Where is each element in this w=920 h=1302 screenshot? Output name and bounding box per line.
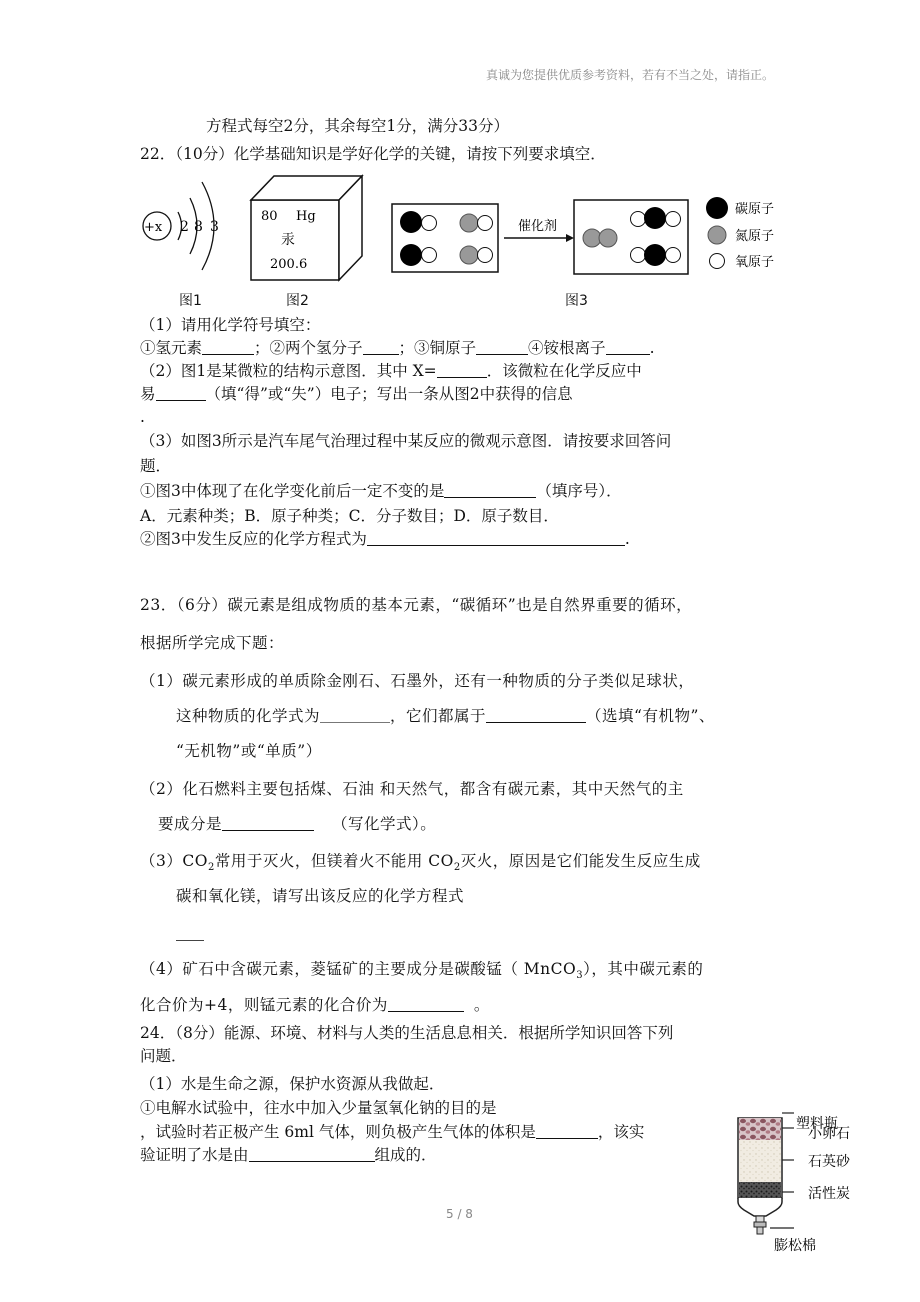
q24-part1-line1: ①电解水试验中，往水中加入少量氢氧化钠的目的是 [140, 1099, 497, 1117]
catalyst-label: 催化剂 [518, 219, 558, 234]
answer-blank[interactable] [222, 814, 314, 831]
atomic-number: 80 [261, 209, 278, 224]
q23-part3-line2: 碳和氧化镁，请写出该反应的化学方程式 [176, 887, 465, 905]
shell-3-count: 3 [210, 219, 219, 235]
products-box [574, 200, 688, 274]
question-22-title: 22．（10分）化学基础知识是学好化学的关键，请按下列要求填空． [140, 145, 606, 163]
figures-row [130, 168, 790, 310]
header-note: 真诚为您提供优质参考资料，若有不当之处，请指正。 [486, 68, 775, 82]
answer-blank[interactable] [320, 706, 390, 723]
legend-nitrogen: 氮原子 [735, 229, 775, 244]
pebble-layer [739, 1118, 781, 1140]
carbon-layer [739, 1182, 781, 1198]
q24-part1-line2: ，试验时若正极产生 6ml 气体，则负极产生气体的体积是 ，该实 [140, 1123, 645, 1141]
q22-part1-answers: ①氢元素 ；②两个氢分子 ；③铜原子 ④铵根离子 . [140, 339, 655, 357]
reaction-arrow [504, 218, 574, 242]
answer-blank[interactable] [444, 481, 536, 498]
q22-part1: （1）请用化学符号填空： [140, 316, 321, 334]
label-activated-carbon: 活性炭 [808, 1186, 850, 1202]
atomic-mass: 200.6 [270, 257, 308, 272]
answer-blank[interactable] [486, 706, 586, 723]
figure-1-caption: 图1 [179, 293, 202, 309]
answer-blank[interactable] [388, 995, 464, 1012]
shell-1-count: 2 [180, 219, 189, 235]
label-cotton: 膨松棉 [774, 1238, 816, 1254]
answer-blank[interactable] [249, 1145, 375, 1162]
answer-blank[interactable] [363, 338, 399, 355]
q24-part1: （1）水是生命之源，保护水资源从我做起． [140, 1075, 445, 1093]
q22-part2-line2: 易 （填“得”或“失”）电子；写出一条从图2中获得的信息 [140, 385, 573, 403]
page-number: 5 / 8 [446, 1207, 473, 1221]
q22-part2-line3: . [140, 408, 145, 426]
answer-blank[interactable] [156, 384, 206, 401]
label-pebbles: 小卵石 [808, 1126, 850, 1142]
water-filter-diagram [730, 1110, 920, 1260]
scoring-note: 方程式每空2分，其余每空1分，满分33分） [206, 117, 509, 135]
shell-2-count: 8 [194, 219, 203, 235]
q22-part3-line2: 题． [140, 457, 172, 475]
q22-part2-line1: （2）图1是某微粒的结构示意图．其中 X= ．该微粒在化学反应中 [140, 362, 642, 380]
question-24-title: 24．（8分）能源、环境、材料与人类的生活息息相关．根据所学知识回答下列 [140, 1024, 674, 1042]
q23-part4-line1: （4）矿石中含碳元素，菱锰矿的主要成分是碳酸锰（ MnCO$_3$），其中碳元素的 [140, 960, 704, 982]
q23-part2-line1: （2）化石燃料主要包括煤、石油 和天然气，都含有碳元素，其中天然气的主 [140, 780, 684, 798]
answer-blank[interactable] [367, 529, 625, 546]
figure-2-caption: 图2 [286, 293, 309, 309]
element-cube-diagram [251, 176, 362, 280]
q22-part3-line3: ①图3中体现了在化学变化前后一定不变的是 （填序号）． [140, 482, 622, 500]
q23-part1-line1: （1）碳元素形成的单质除金刚石、石墨外，还有一种物质的分子类似足球状， [140, 672, 695, 690]
answer-line[interactable] [176, 940, 204, 941]
label-bottle: 塑料瓶 [796, 1116, 838, 1132]
q22-part3-line1: （3）如图3所示是汽车尾气治理过程中某反应的微观示意图．请按要求回答问 [140, 432, 672, 450]
answer-blank[interactable] [536, 1122, 598, 1139]
label-quartz-sand: 石英砂 [808, 1154, 850, 1170]
nucleus-label: +x [144, 220, 163, 235]
figure-3-caption: 图3 [565, 293, 588, 309]
q22-part3-line5: ②图3中发生反应的化学方程式为 . [140, 530, 630, 548]
legend-oxygen: 氧原子 [735, 255, 775, 270]
question-23-sub: 根据所学完成下题： [140, 634, 285, 652]
q23-part2-line2: 要成分是 （写化学式）。 [158, 815, 437, 833]
question-24-sub: 问题． [140, 1047, 187, 1065]
answer-blank[interactable] [606, 338, 650, 355]
q24-part1-line3: 验证明了水是由 组成的． [140, 1146, 437, 1164]
question-23-title: 23．（6分）碳元素是组成物质的基本元素，“碳循环”也是自然界重要的循环， [140, 596, 693, 614]
sand-layer [739, 1140, 781, 1182]
q22-part3-options: A．元素种类；B．原子种类；C．分子数目；D．原子数目． [140, 507, 559, 525]
answer-blank[interactable] [202, 338, 254, 355]
atom-legend [706, 197, 774, 270]
q23-part1-line2: 这种物质的化学式为 ，它们都属于 （选填“有机物”、 [176, 707, 715, 725]
atom-structure-diagram [143, 182, 219, 270]
legend-carbon: 碳原子 [735, 202, 775, 217]
reactants-box [392, 204, 498, 272]
element-name: 汞 [281, 232, 295, 248]
q23-part3-line1: $(3)CO_2$常用于灭火，但镁着火不能用 $CO_2$灭火，原因是它们能发生反应生成 [140, 852, 701, 874]
q23-part1-line3: “无机物”或“单质”） [176, 742, 322, 760]
answer-blank[interactable] [476, 338, 528, 355]
answer-blank[interactable] [437, 361, 487, 378]
q23-part4-line2: 化合价为+4，则锰元素的化合价为 。 [140, 996, 490, 1014]
element-symbol: Hg [296, 209, 316, 224]
